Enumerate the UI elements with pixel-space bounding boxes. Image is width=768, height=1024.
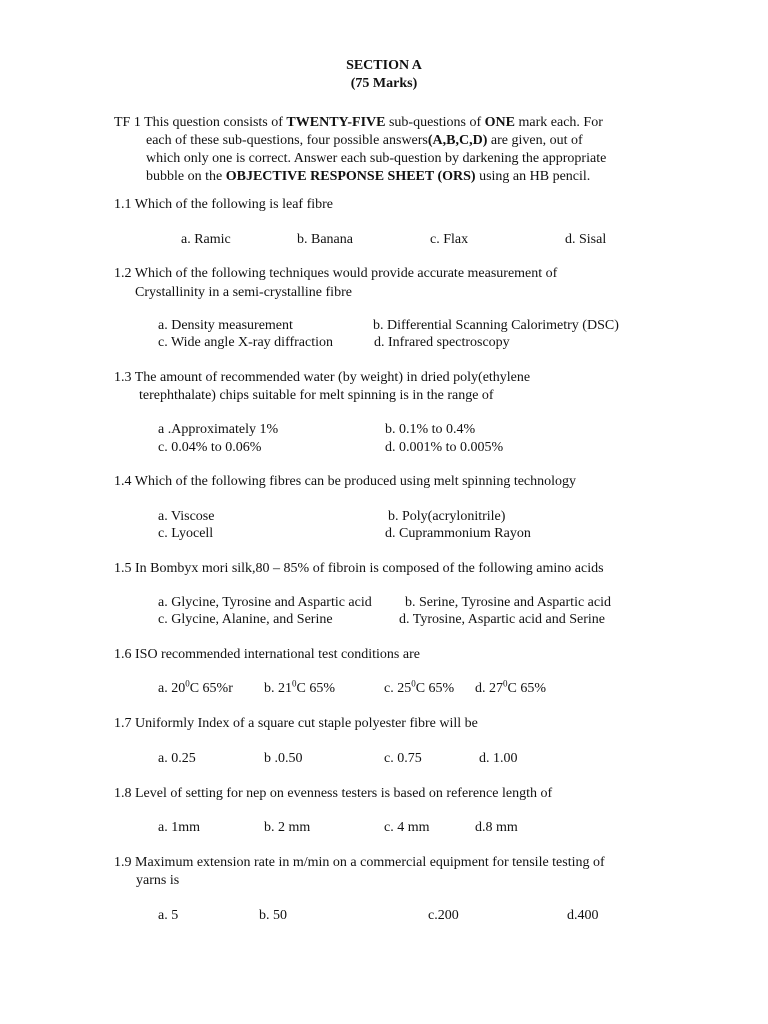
- answer-option: c. 0.75: [384, 751, 422, 766]
- question-stem: 1.4 Which of the following fibres can be produced using melt spinning technology: [114, 474, 577, 489]
- answer-option: b. Differential Scanning Calorimetry (DSC): [373, 318, 619, 333]
- section-marks: (75 Marks): [350, 76, 418, 91]
- answer-option: c. $25^0C$ 65%: [384, 678, 455, 696]
- answer-option: c. 4 mm: [384, 820, 430, 835]
- section-title: SECTION A: [346, 58, 422, 73]
- answer-option: a. 5: [158, 908, 179, 923]
- instructions-line-4: bubble on the OBJECTIVE RESPONSE SHEET (ORS) using an HB pencil.: [146, 169, 591, 184]
- answer-option: b. 0.1% to 0.4%: [385, 422, 476, 437]
- answer-option: c. Glycine, Alanine, and Serine: [158, 612, 333, 627]
- answer-option: d. Infrared spectroscopy: [374, 335, 510, 350]
- answer-option: b. Banana: [297, 232, 353, 247]
- answer-option: a. $20^0C$ 65%r: [158, 678, 233, 696]
- answer-option: d.400: [567, 908, 599, 923]
- question-stem: 1.1 Which of the following is leaf fibre: [114, 197, 334, 212]
- question-stem: 1.8 Level of setting for nep on evenness testers is based on reference length of: [114, 786, 553, 801]
- answer-option: d. Tyrosine, Aspartic acid and Serine: [399, 612, 605, 627]
- answer-option: d. 0.001% to 0.005%: [385, 440, 504, 455]
- answer-option: d. $27^0C$ 65%: [475, 678, 546, 696]
- answer-option: a. 1mm: [158, 820, 200, 835]
- instructions-line-2: each of these sub-questions, four possible answers(A,B,C,D) are given, out of: [146, 133, 583, 148]
- question-stem-continued: yarns is: [136, 873, 180, 888]
- answer-option: b. 2 mm: [264, 820, 311, 835]
- answer-option: c.200: [428, 908, 459, 923]
- answer-option: c. 0.04% to 0.06%: [158, 440, 262, 455]
- question-stem: 1.2 Which of the following techniques would provide accurate measurement of: [114, 266, 558, 281]
- answer-option: c. Lyocell: [158, 526, 214, 541]
- question-stem: 1.3 The amount of recommended water (by weight) in dried poly(ethylene: [114, 370, 531, 385]
- answer-option: d.8 mm: [475, 820, 518, 835]
- answer-option: a. Glycine, Tyrosine and Aspartic acid: [158, 595, 372, 610]
- answer-option: d. Cuprammonium Rayon: [385, 526, 531, 541]
- instructions: [114, 114, 644, 186]
- answer-option: b. Serine, Tyrosine and Aspartic acid: [405, 595, 611, 610]
- answer-option: b .0.50: [264, 751, 303, 766]
- question-stem: 1.9 Maximum extension rate in m/min on a commercial equipment for tensile testing of: [114, 855, 605, 870]
- answer-option: c. Flax: [430, 232, 469, 247]
- answer-option: a. Viscose: [158, 509, 215, 524]
- answer-option: a. Density measurement: [158, 318, 293, 333]
- answer-option: b. Poly(acrylonitrile): [388, 509, 506, 524]
- question-stem-continued: Crystallinity in a semi-crystalline fibre: [135, 285, 352, 300]
- question-stem-continued: terephthalate) chips suitable for melt spinning is in the range of: [139, 388, 494, 403]
- answer-option: a. Ramic: [181, 232, 231, 247]
- instructions-line-1: TF 1 This question consists of TWENTY-FIVE sub-questions of ONE mark each. For: [114, 115, 603, 130]
- answer-option: d. Sisal: [565, 232, 607, 247]
- question-stem: 1.7 Uniformly Index of a square cut staple polyester fibre will be: [114, 716, 478, 731]
- answer-option: c. Wide angle X-ray diffraction: [158, 335, 334, 350]
- question-stem: 1.5 In Bombyx mori silk,80 – 85% of fibroin is composed of the following amino acids: [114, 561, 604, 576]
- answer-option: a. 0.25: [158, 751, 196, 766]
- answer-option: a .Approximately 1%: [158, 422, 279, 437]
- answer-option: b. 50: [259, 908, 287, 923]
- instructions-line-3: which only one is correct. Answer each sub-question by darkening the appropriate: [146, 151, 607, 166]
- answer-option: d. 1.00: [479, 751, 518, 766]
- answer-option: b. $21^0C$ 65%: [264, 678, 335, 696]
- question-stem: 1.6 ISO recommended international test conditions are: [114, 647, 420, 662]
